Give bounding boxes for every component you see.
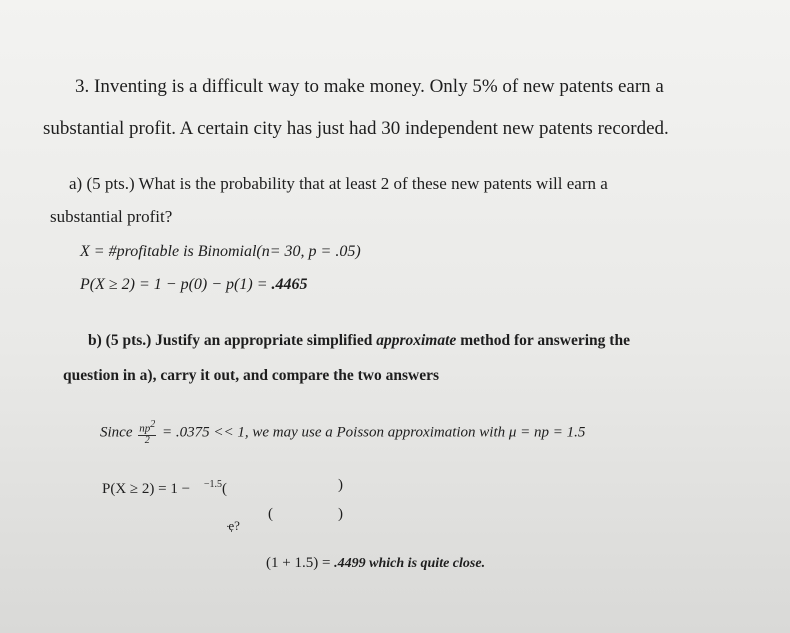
part-a-question-line-1: a) (5 pts.) What is the probability that at least 2 of these new patents will earn a — [69, 174, 608, 193]
poisson-prob-prefix: P(X ≥ 2) = 1 − — [102, 481, 191, 497]
paren-close-2: ) — [338, 506, 343, 522]
problem-text-line-1: 3. Inventing is a difficult way to make money. Only 5% of new patents earn a — [75, 76, 664, 97]
fraction-denominator: 2 — [144, 434, 150, 446]
part-a-answer-expression: P(X ≥ 2) = 1 − p(0) − p(1) = — [80, 276, 272, 293]
part-b-question-italic-word: approximate — [376, 332, 457, 349]
part-b-final-result — [266, 555, 485, 572]
part-a-answer-binomial: X = #profitable is Binomial(n= 30, p = .05) — [80, 243, 361, 260]
part-b-poisson-justification — [100, 420, 585, 446]
poisson-condition-text: = .0375 << 1, we may use a Poisson approximation with μ = np = 1.5 — [161, 424, 586, 441]
poisson-exponent: −1.5 — [203, 479, 222, 490]
np-squared-over-2-fraction — [138, 420, 156, 446]
fraction-numerator: np — [139, 422, 151, 435]
part-b-question-prefix: b) (5 pts.) Justify an appropriate simplified — [88, 332, 377, 349]
part-a-answer-probability — [80, 276, 307, 294]
part-b-question-line-1 — [88, 332, 630, 350]
paren-open-2: ( — [268, 506, 273, 522]
part-b-question-suffix: method for answering the — [456, 332, 630, 349]
since-word: Since — [100, 424, 133, 441]
part-b-question-line-2: question in a), carry it out, and compare the two answers — [63, 367, 440, 384]
part-b-poisson-expression — [102, 479, 227, 498]
part-a-answer-value: .4465 — [271, 276, 308, 293]
paren-close-1: ) — [338, 477, 343, 493]
problem-text-line-2: substantial profit. A certain city has just had 30 independent new patents recorded. — [43, 118, 669, 139]
fraction-exponent: 2 — [150, 419, 156, 430]
unreadable-term: ҿ? — [227, 518, 240, 533]
final-expression: (1 + 1.5) = — [266, 555, 331, 571]
final-comparison-text: .4499 which is quite close. — [334, 556, 486, 571]
part-a-question-line-2: substantial profit? — [50, 207, 173, 226]
paren-open-1: ( — [221, 481, 227, 497]
